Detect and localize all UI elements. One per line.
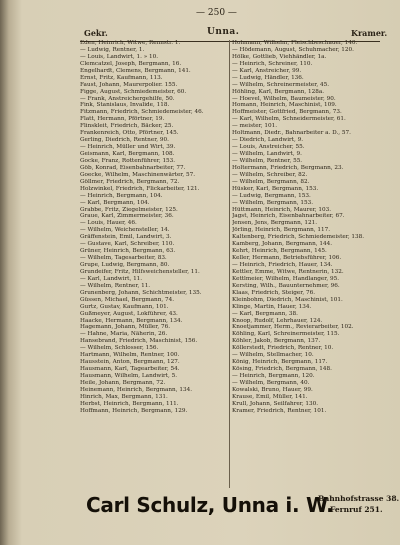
directory-entry: Kettlmeier, Wilhelm, Handlanger, 95. — [232, 275, 340, 282]
directory-entry: Gräffenstein, Emil, Landwirt, 3. — [80, 234, 172, 241]
directory-entry: — Diedrich, Landwirt, 9. — [232, 137, 304, 144]
directory-entry: — Ludwig, Händler, 136. — [232, 74, 304, 81]
directory-entry: Keller, Hermann, Betriebsführer, 106. — [232, 255, 342, 262]
directory-entry: — Heinrich, Bergmann, 120. — [232, 373, 315, 379]
directory-entry: Knoop, Rudolf, Lehrhauer, 124. — [232, 317, 323, 324]
page-number: — 250 — — [196, 8, 237, 18]
directory-entry: — meister, 101. — [232, 123, 278, 130]
directory-entry: — Wilhelm, Tagesarbeiter, 83. — [80, 255, 167, 262]
directory-entry: Grabbe, Fritz, Ziegelmeister, 125. — [80, 206, 178, 213]
directory-entry: — Heinrich, Friedrich, Hauer, 134. — [232, 262, 333, 268]
directory-entry: — Karl, Bergmann, 104. — [80, 199, 150, 206]
header-left-catchword: Gekr. — [84, 28, 108, 38]
directory-entry: — Louis, Landwirt, 1. » 10. — [80, 53, 159, 60]
directory-entry: — Wilhelm, Rentner, 55. — [232, 157, 303, 164]
directory-entry: Klinge, Martin, Hauer, 134. — [232, 303, 312, 310]
directory-entry: Kamberg, Johann, Bergmann, 144. — [232, 241, 333, 248]
directory-entry: Engelhardt, Clemens, Bergmann, 141. — [80, 67, 191, 74]
directory-entry: Gurtz, Gustav, Kaufmann, 101. — [80, 303, 169, 310]
directory-entry: — Wilhelm, Bergmann, 40. — [232, 379, 310, 386]
directory-entry: — Karl, Bergmann, 38. — [232, 310, 298, 317]
directory-entry: — Frank, Anstreichergehilfe, 50. — [80, 95, 175, 102]
directory-entry: Frankenreich, Otto, Pförtner, 145. — [80, 130, 179, 137]
directory-entry: Hansebrand, Friedrich, Maschinist, 156. — [80, 338, 198, 345]
directory-entry: Fitzmann, Friedrich, Schmiedemeister, 46. — [80, 109, 204, 116]
advertisement-banner — [0, 487, 400, 545]
column-divider — [229, 40, 230, 488]
directory-entry: — Ludwig, Rentner, 1. — [80, 46, 145, 53]
directory-entry: Krull, Johann, Seilfahrer, 130. — [232, 400, 319, 407]
directory-entry: — Karl, Wilhelm, Schneidermeister, 61. — [232, 116, 346, 123]
directory-entry: Kersting, Wilh., Bauunternehmer, 96. — [232, 282, 340, 289]
directory-entry: Kösing, Friedrich, Bergmann, 148. — [232, 366, 332, 373]
advertiser-phone: Fernruf 251. — [330, 505, 383, 514]
directory-entry: — Heinrich, Schreiner, 110. — [232, 60, 313, 67]
directory-entry: Hölke, Gottlieb, Viehhändler, 1a. — [232, 53, 327, 60]
directory-entry: Kowalski, Bruno, Hauer, 99. — [232, 386, 313, 393]
directory-entry: Hoffmann, Heinrich, Bergmann, 129. — [80, 407, 188, 414]
directory-entry: — Louis, Hauer, 46. — [80, 220, 137, 227]
advertiser-address: Bahnhofstrasse 38. — [318, 494, 400, 503]
directory-entry: Haacke, Hermann, Bergmann, 134. — [80, 317, 183, 324]
directory-entry: — Gustave, Karl, Schreiber, 110. — [80, 241, 175, 248]
directory-entry: Grüner, Heinrich, Bergmann, 63. — [80, 248, 176, 255]
directory-entry: Köhling, Karl, Schreinermeister, 115. — [232, 331, 340, 338]
directory-entry: — Wilhelm, Bergmann, 153. — [232, 199, 314, 206]
page-header — [0, 6, 400, 42]
directory-entry: Figge, August, Schmiedemeister, 60. — [80, 88, 187, 95]
directory-entry: Hüsker, Karl, Bergmann, 153. — [232, 185, 319, 192]
directory-entry: Clemcatzel, Joseph, Bergmann, 16. — [80, 60, 182, 67]
directory-entry: Herbst, Heinrich, Bergmann, 111. — [80, 400, 179, 407]
directory-entry: Grupe, Ludwig, Bergmann, 80. — [80, 262, 170, 268]
directory-entry: Hausmann, Wilhelm, Landwirt, 5. — [80, 373, 178, 379]
directory-entry: Gußmeyer, August, Lokführer, 43. — [80, 310, 178, 317]
directory-entry: Ernst, Fritz, Kaufmann, 113. — [80, 74, 163, 81]
directory-entry: Köllerstedt, Friedrich, Rentner, 10. — [232, 345, 334, 352]
directory-entry: Kleinbohm, Diedrich, Maschinist, 101. — [232, 296, 343, 303]
header-town-title: Unna. — [207, 27, 240, 37]
directory-entry: Graue, Karl, Zimmermeister, 36. — [80, 213, 174, 220]
directory-entry: Fink, Stanislaus, Invalide, 118. — [80, 102, 170, 109]
directory-entry: — Karl, Landwirt, 11. — [80, 275, 143, 282]
directory-entry: Homann, Heinrich, Maschinist, 109. — [232, 102, 337, 109]
directory-entry: Grunenberg, Johann, Schichtmeister, 135. — [80, 289, 202, 296]
header-right-catchword: Kramer. — [351, 28, 388, 38]
directory-entry: Hinrich, Max, Bergmann, 131. — [80, 393, 168, 400]
directory-entry: — Heinrich, Müller und Wirt, 39. — [80, 144, 176, 151]
directory-entry: Kramer, Friedrich, Rentner, 101. — [232, 407, 327, 414]
directory-entry: Holtermann, Friedrich, Bergmann, 23. — [232, 164, 344, 171]
directory-entry: Heinemann, Heinrich, Bergmann, 134. — [80, 386, 193, 393]
directory-entry: — Louis, Anstreicher, 55. — [232, 144, 305, 151]
directory-entry: Faust, Johann, Maurerpolier. 155. — [80, 81, 178, 88]
directory-entry: — Wilhelm, Landwirt, 9. — [232, 151, 302, 157]
directory-entry: Knoetjammer, Herm., Revierarbeiter, 102. — [232, 324, 354, 331]
directory-entry: Gerling, Diedrich, Rentner, 90. — [80, 137, 169, 144]
directory-entry: Kaltenberg, Friedrich, Schmiedemeister, 138. — [232, 234, 365, 241]
directory-entry: Göllmer, Friedrich, Bergmann, 72. — [80, 178, 180, 185]
directory-entry: Klaas, Friedrich, Steiger, 76. — [232, 289, 316, 296]
directory-entry: Holzwinkel, Friedrich, Flickarbeiter, 121. — [80, 185, 200, 192]
directory-entry: Jagst, Heinrich, Eisenbahnarbeiter, 67. — [232, 213, 345, 220]
directory-entry: — Wilhelm, Schreinermeister, 45. — [232, 81, 330, 88]
directory-entry: Jörling, Heinrich, Bergmann, 117. — [232, 227, 331, 234]
directory-entry: Goecke, Wilhelm, Maschinenwärter, 57. — [80, 171, 196, 178]
directory-entry: Kehrt, Heinrich, Bergmann, 145. — [232, 248, 327, 255]
directory-entry: Geismann, Karl, Bergmann, 108. — [80, 151, 175, 157]
directory-entry: Jensen, Jens, Bergmann, 121. — [232, 220, 318, 227]
directory-entry: Hüttmann, Heinrich, Maurer, 103. — [232, 206, 332, 213]
directory-entry: Hausstein, Anton, Bergmann, 127. — [80, 359, 180, 366]
directory-entry: Eden, Heinrich, Witwe, Rennstr. 1. — [80, 40, 181, 46]
advertiser-name: Carl Schulz, Unna i. W. — [86, 493, 334, 517]
directory-entry: — Wilhelm, Schlosser, 156. — [80, 345, 159, 352]
directory-entry: — Wilhelm, Bergmann, 82. — [232, 178, 310, 185]
directory-entry: Hoffmeister, Gottfried, Bergmann, 73. — [232, 109, 342, 116]
directory-entry: Hagemann, Johann, Müller, 76. — [80, 324, 171, 331]
directory-entry: — Wilhelm, Schreiber, 82. — [232, 171, 308, 178]
directory-entry: — Heinrich, Bergmann, 104. — [80, 192, 163, 199]
directory-entry: — Wilhelm, Stellmacher, 10. — [232, 352, 314, 359]
directory-entry: Kettler, Emme, Witwe, Rentnerin, 132. — [232, 268, 344, 275]
directory-entry: König, Heinrich, Bergmann, 117. — [232, 359, 328, 366]
directory-entry: Köhler, Jakob, Bergmann, 137. — [232, 338, 321, 345]
directory-entry: — Ludwig, Bergmann, 153. — [232, 192, 311, 199]
directory-entry: Holtmann, Diedr., Bahnarbeiter a. D., 57. — [232, 130, 351, 137]
directory-entry: Flatt, Hermann, Pförtner, 19. — [80, 116, 165, 123]
directory-entry: Gocke, Franz, Rottenführer, 153. — [80, 157, 176, 164]
directory-entry: Höhling, Karl, Bergmann, 128a. — [232, 88, 325, 95]
directory-entry: Heile, Johann, Bergmann, 72. — [80, 379, 166, 386]
directory-entry: Flinskleit, Friedrich, Bäcker, 25. — [80, 123, 174, 130]
directory-entry: Hausmann, Karl, Tagearbeiter, 54. — [80, 366, 180, 373]
directory-entry: — Wilhelm, Rentner, 11. — [80, 282, 151, 289]
directory-entry: Grundeifer, Fritz, Hilfsweichensteller, 11. — [80, 268, 200, 275]
directory-entry: Göb, Konrad, Eisenbahnarbeiter, 77. — [80, 164, 186, 171]
left-column — [80, 40, 230, 415]
directory-entry: Hartmann, Wilhelm, Rentner, 100. — [80, 352, 180, 359]
directory-entry: — Karl, Anstreicher, 99. — [232, 67, 302, 74]
directory-entry: — Hödemann, August, Schuhmacher, 120. — [232, 46, 354, 53]
directory-entry: — Hoevel, Wilhelm, Baumeister, 90. — [232, 95, 336, 102]
directory-entry: Güssen, Michael, Bergmann, 74. — [80, 296, 175, 303]
right-column — [232, 40, 382, 415]
directory-entry: Krause, Emil, Müller, 141. — [232, 393, 308, 400]
directory-entry: — Hahne, Maria, Näherin, 26. — [80, 331, 168, 338]
directory-entry: Hohmann, Wilhelm, Fleischbeschauer, 140. — [232, 40, 358, 46]
directory-entry: — Wilhelm, Weichensteller, 14. — [80, 227, 170, 234]
